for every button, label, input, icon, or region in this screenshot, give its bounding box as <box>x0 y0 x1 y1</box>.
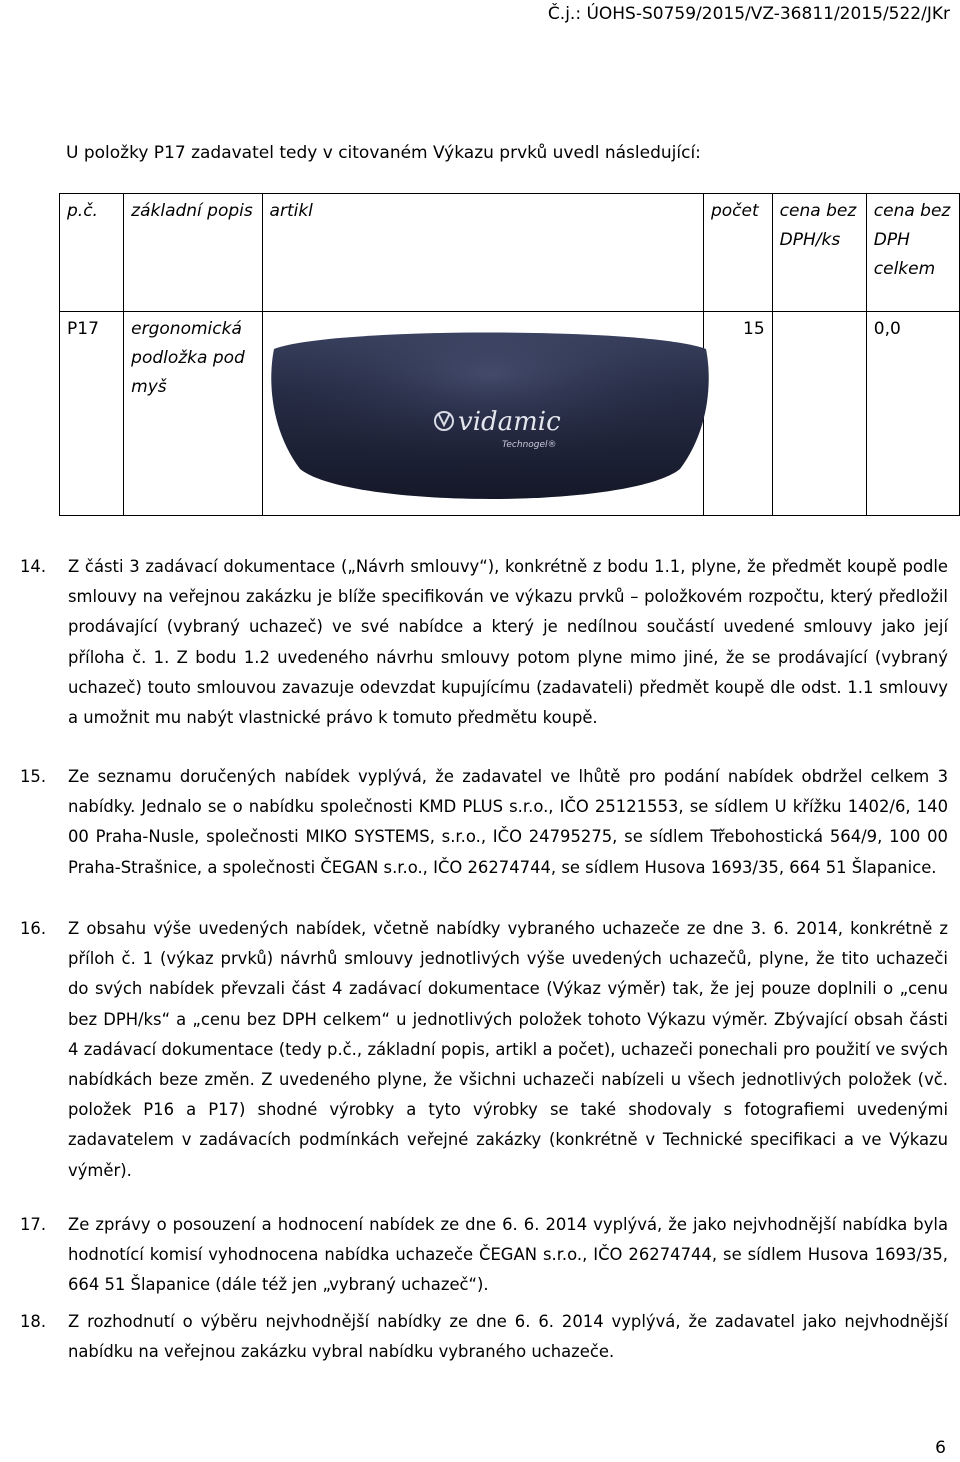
header-pc: p.č. <box>60 194 124 312</box>
paragraph-text: Ze zprávy o posouzení a hodnocení nabídek ze dne 6. 6. 2014 vyplývá, že jako nejvhodnější nabídka byla hodnotící komisí vyhodnocena nabídka uchazeče ČEGAN s.r.o., IČO 26274744, se sídlem Husova 1693/35, 664 51 Šlapanice (dále též jen „vybraný uchazeč“). <box>68 1215 948 1295</box>
svg-text:vidamic: vidamic <box>457 407 561 437</box>
paragraph-14 <box>20 552 948 733</box>
table-header-row <box>60 194 960 312</box>
cell-cena-ks <box>772 312 866 516</box>
cell-artikl <box>262 312 703 516</box>
paragraph-text: Z obsahu výše uvedených nabídek, včetně nabídky vybraného uchazeče ze dne 3. 6. 2014, konkrétně z příloh č. 1 (výkaz prvků) návrhů smlouvy jednotlivých výše uvedených uchazečů, plyne, že tito uchazeči do svých nabídek převzali část 4 zadávací dokumentace (Výkaz výměr) tak, že jej pouze doplnili o „cenu bez DPH/ks“ a „cenu bez DPH celkem“ u jednotlivých položek tohoto Výkazu výměr. Zbývající obsah části 4 zadávací dokumentace (tedy p.č., základní popis, artikl a počet), uchazeči ponechali pro použití ve svých nabídkách beze změn. Z uvedeného plyne, že všichni uchazeči nabízeli u všech jednotlivých položek (vč. položek P16 a P17) shodné výrobky a tyto výrobky se také shodovaly s fotografiemi uvedenými zadavatelem v zadávacích podmínkách veřejné zakázky (konkrétně v Technické specifikaci a ve Výkazu výměr). <box>68 919 948 1180</box>
header-pocet: počet <box>703 194 772 312</box>
mouse-pad-image <box>270 309 710 509</box>
cell-zakladni-popis: ergonomická podložka pod myš <box>124 312 262 516</box>
table-row <box>60 312 960 516</box>
product-image <box>270 315 696 505</box>
paragraph-15 <box>20 762 948 883</box>
cell-cena-celkem: 0,0 <box>866 312 959 516</box>
paragraph-text: Z rozhodnutí o výběru nejvhodnější nabídky ze dne 6. 6. 2014 vyplývá, že zadavatel jako nejvhodnější nabídku na veřejnou zakázku vybral nabídku vybraného uchazeče. <box>68 1312 948 1362</box>
header-cena-ks: cena bez DPH/ks <box>772 194 866 312</box>
paragraph-16 <box>20 914 948 1186</box>
paragraph-number: 18. <box>20 1312 47 1331</box>
svg-text:Technogel®: Technogel® <box>501 440 557 450</box>
paragraph-number: 15. <box>20 767 47 786</box>
paragraph-18 <box>20 1307 948 1367</box>
page-number: 6 <box>935 1438 946 1458</box>
header-zakladni-popis: základní popis <box>124 194 262 312</box>
paragraph-number: 16. <box>20 919 47 938</box>
header-cena-celkem: cena bez DPH celkem <box>866 194 959 312</box>
cell-pc: P17 <box>60 312 124 516</box>
document-reference: Č.j.: ÚOHS-S0759/2015/VZ-36811/2015/522/JKr <box>547 4 950 24</box>
paragraph-17 <box>20 1210 948 1301</box>
paragraph-text: Z části 3 zadávací dokumentace („Návrh smlouvy“), konkrétně z bodu 1.1, plyne, že předmět koupě podle smlouvy na veřejnou zakázku je blíže specifikován ve výkazu prvků – položkovém rozpočtu, který předložil prodávající (vybraný uchazeč) ve své nabídce a který je nedílnou součástí uvedené smlouvy jako její příloha č. 1. Z bodu 1.2 uvedeného návrhu smlouvy potom plyne mimo jiné, že se prodávající (vybraný uchazeč) touto smlouvou zavazuje odevzdat kupujícímu (zadavateli) předmět koupě dle odst. 1.1 smlouvy a umožnit mu nabýt vlastnické právo k tomuto předmětu koupě. <box>68 557 948 728</box>
paragraph-number: 14. <box>20 557 47 576</box>
paragraph-number: 17. <box>20 1215 47 1234</box>
items-table <box>59 193 960 516</box>
cell-pocet: 15 <box>703 312 772 516</box>
intro-text: U položky P17 zadavatel tedy v citovaném Výkazu prvků uvedl následující: <box>66 143 701 163</box>
paragraph-text: Ze seznamu doručených nabídek vyplývá, že zadavatel ve lhůtě pro podání nabídek obdržel celkem 3 nabídky. Jednalo se o nabídku společnosti KMD PLUS s.r.o., IČO 25121553, se sídlem U křížku 1402/6, 140 00 Praha-Nusle, společnosti MIKO SYSTEMS, s.r.o., IČO 24795275, se sídlem Třebohostická 564/9, 100 00 Praha-Strašnice, a společnosti ČEGAN s.r.o., IČO 26274744, se sídlem Husova 1693/35, 664 51 Šlapanice. <box>68 767 948 877</box>
header-artikl: artikl <box>262 194 703 312</box>
